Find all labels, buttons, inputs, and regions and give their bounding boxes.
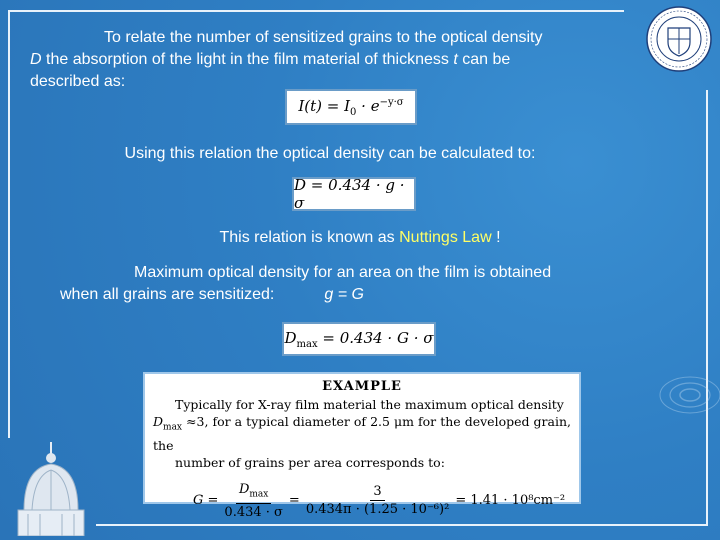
example-line-2: ≈3, for a typical diameter of 2.5 μm for the developed grain, the (153, 414, 571, 453)
formula-intensity-exp: −y·σ (379, 96, 404, 108)
formula-intensity-mid: · e (356, 96, 380, 115)
example-eq-3: = 1.41 · 10⁸cm⁻² (455, 493, 566, 509)
example-fraction-1 (221, 481, 286, 522)
example-eq-2: = (288, 493, 300, 509)
example-D-sub: max (163, 422, 183, 433)
nuttings-law-highlight: Nuttings Law (399, 229, 492, 246)
intro-paragraph (30, 27, 606, 93)
example-frac2-num: 3 (370, 483, 384, 501)
formula-intensity (285, 89, 417, 125)
example-fraction-2 (303, 483, 452, 518)
intro-line-2: the absorption of the light in the film material of thickness (41, 51, 454, 68)
formula-max-lhs: D (284, 328, 297, 347)
nuttings-post: ! (491, 229, 501, 246)
example-eq-G: G = (193, 493, 219, 509)
formula-intensity-sub: 0 (350, 106, 357, 118)
example-title: EXAMPLE (322, 379, 402, 394)
intro-line-2-end: can be (457, 51, 511, 68)
intro-line-3: described as: (30, 73, 126, 90)
nuttings-pre: This relation is known as (219, 229, 400, 246)
max-density-paragraph (60, 262, 620, 306)
condition-g-equals-G: g = G (324, 286, 364, 303)
formula-max-rhs: = 0.434 · G · σ (317, 328, 434, 347)
frame-top-line (8, 10, 624, 12)
example-equation (153, 481, 571, 522)
example-frac1-num: D (238, 481, 250, 497)
university-seal-icon (646, 6, 712, 72)
formula-intensity-lhs: I(t) = I (298, 96, 351, 115)
intro-line-1: To relate the number of sensitized grains to the optical density (104, 29, 543, 46)
intro-D-symbol: D (30, 51, 42, 68)
max-density-line-1: Maximum optical density for an area on the film is obtained (134, 264, 552, 281)
example-frac1-num-sub: max (249, 489, 269, 500)
example-line-1: Typically for X-ray film material the maximum optical density (175, 397, 564, 412)
intro-t-symbol: t (453, 51, 458, 68)
nuttings-law-sentence (30, 227, 690, 249)
formula-density-text: D = 0.434 · g · σ (294, 176, 405, 212)
example-D-symbol: D (153, 414, 164, 429)
formula-density (292, 177, 416, 211)
example-body (153, 396, 571, 471)
frame-left-line (8, 10, 10, 438)
dome-building-icon (12, 440, 90, 536)
frame-bottom-line (96, 524, 706, 526)
max-density-line-2: when all grains are sensitized: (60, 286, 275, 303)
example-frac1-den: 0.434 · σ (224, 505, 283, 521)
example-frac2-den: 0.434π · (1.25 · 10⁻⁶)² (305, 502, 450, 518)
relation-sentence: Using this relation the optical density can be calculated to: (124, 145, 536, 162)
formula-max-sub: max (296, 338, 318, 350)
example-line-3: number of grains per area corresponds to: (175, 454, 445, 470)
formula-max-density (282, 322, 436, 356)
water-ripple-decoration (640, 360, 720, 430)
frame-right-line (706, 90, 708, 526)
